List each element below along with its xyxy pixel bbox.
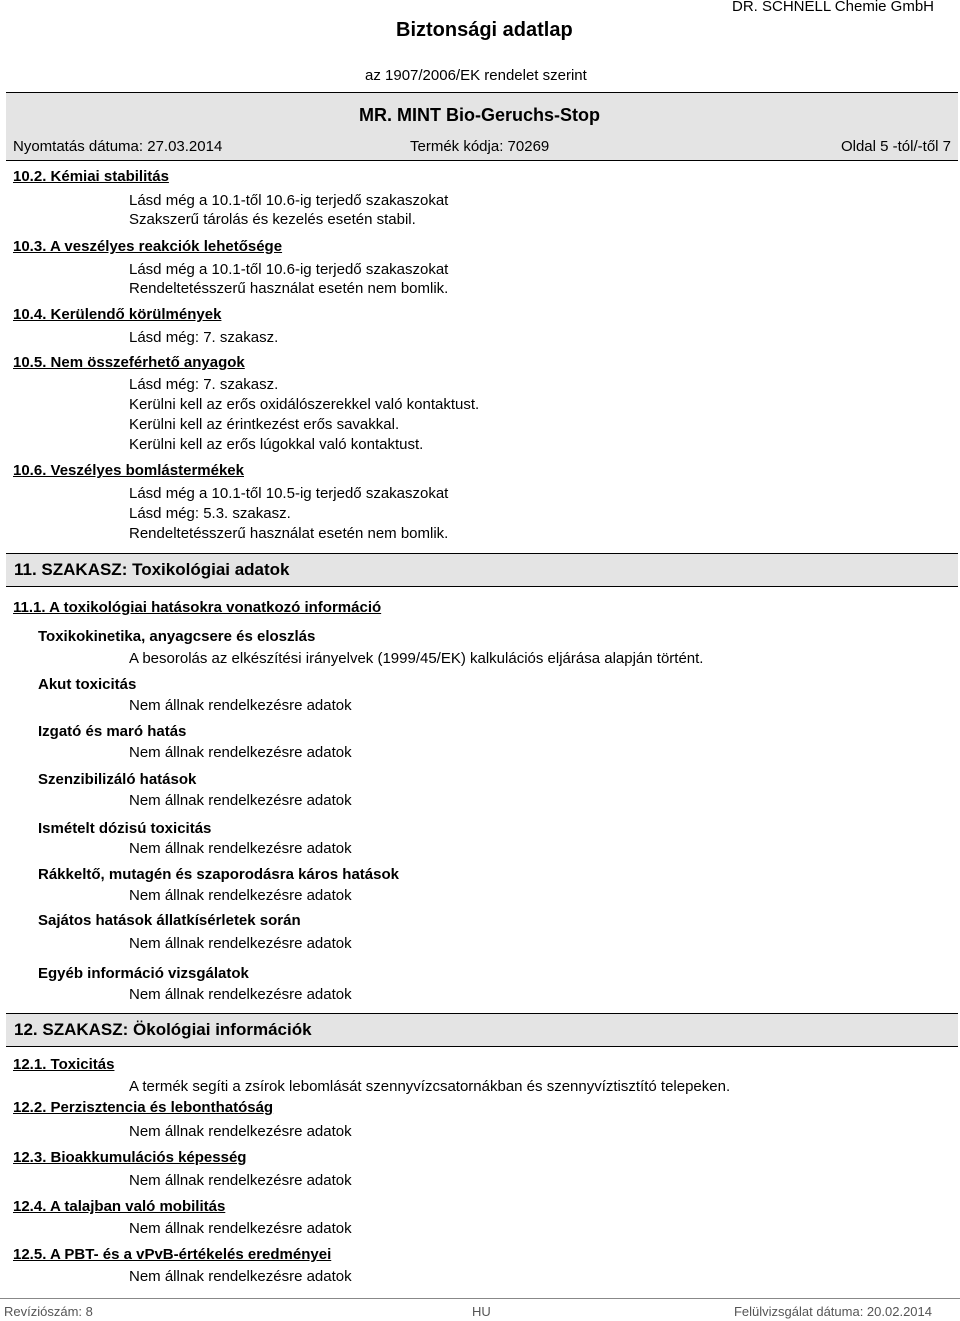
subsection-heading: 12.1. Toxicitás bbox=[13, 1056, 115, 1073]
body-text: Kerülni kell az érintkezést erős savakkal. bbox=[129, 416, 400, 433]
page-number: Oldal 5 -tól/-től 7 bbox=[840, 138, 951, 155]
band-top-rule bbox=[6, 92, 958, 93]
field-value: Nem állnak rendelkezésre adatok bbox=[129, 986, 352, 1003]
subsection-heading: 12.5. A PBT- és a vPvB-értékelés eredményei bbox=[13, 1246, 332, 1263]
subsection-heading: 12.4. A talajban való mobilitás bbox=[13, 1198, 226, 1215]
field-value: A besorolás az elkészítési irányelvek (1999/45/EK) kalkulációs eljárása alapján történt. bbox=[129, 650, 704, 667]
company-name: DR. SCHNELL Chemie GmbH bbox=[732, 0, 934, 15]
review-date: Felülvizsgálat dátuma: 20.02.2014 bbox=[733, 1304, 932, 1319]
field-value: Nem állnak rendelkezésre adatok bbox=[129, 935, 352, 952]
product-code: Termék kódja: 70269 bbox=[410, 138, 550, 155]
revision-number: Revíziószám: 8 bbox=[4, 1304, 93, 1319]
body-text: A termék segíti a zsírok lebomlását szennyvízcsatornákban és szennyvíztisztító telepeken. bbox=[129, 1078, 731, 1095]
field-value: Nem állnak rendelkezésre adatok bbox=[129, 840, 352, 857]
band-bottom-rule bbox=[6, 160, 958, 161]
body-text: Kerülni kell az erős oxidálószerekkel való kontaktust. bbox=[129, 396, 480, 413]
field-label: Rákkeltő, mutagén és szaporodásra káros hatások bbox=[38, 866, 399, 883]
field-label: Szenzibilizáló hatások bbox=[38, 771, 197, 788]
body-text: Lásd még a 10.1-től 10.6-ig terjedő szakaszokat bbox=[129, 192, 449, 209]
body-text: Lásd még a 10.1-től 10.5-ig terjedő szakaszokat bbox=[129, 485, 449, 502]
subsection-heading: 10.5. Nem összeférhető anyagok bbox=[13, 354, 245, 371]
body-text: Nem állnak rendelkezésre adatok bbox=[129, 1123, 352, 1140]
print-date: Nyomtatás dátuma: 27.03.2014 bbox=[13, 138, 223, 155]
body-text: Lásd még a 10.1-től 10.6-ig terjedő szakaszokat bbox=[129, 261, 449, 278]
field-value: Nem állnak rendelkezésre adatok bbox=[129, 887, 352, 904]
field-label: Egyéb információ vizsgálatok bbox=[38, 965, 249, 982]
subsection-heading: 10.4. Kerülendő körülmények bbox=[13, 306, 222, 323]
body-text: Lásd még: 7. szakasz. bbox=[129, 329, 279, 346]
body-text: Lásd még: 5.3. szakasz. bbox=[129, 505, 291, 522]
field-value: Nem állnak rendelkezésre adatok bbox=[129, 697, 352, 714]
field-label: Akut toxicitás bbox=[38, 676, 137, 693]
body-text: Kerülni kell az erős lúgokkal való kontaktust. bbox=[129, 436, 424, 453]
footer-rule bbox=[0, 1298, 960, 1299]
subsection-heading: 12.2. Perzisztencia és lebonthatóság bbox=[13, 1099, 274, 1116]
body-text: Nem állnak rendelkezésre adatok bbox=[129, 1268, 352, 1285]
section-title: 11. SZAKASZ: Toxikológiai adatok bbox=[14, 560, 290, 579]
body-text: Szakszerű tárolás és kezelés esetén stabil. bbox=[129, 211, 416, 228]
field-label: Toxikokinetika, anyagcsere és eloszlás bbox=[38, 628, 316, 645]
language-code: HU bbox=[472, 1304, 491, 1319]
section-12-banner bbox=[6, 1013, 958, 1047]
subsection-heading: 11.1. A toxikológiai hatásokra vonatkozó információ bbox=[13, 599, 382, 616]
subsection-heading: 10.2. Kémiai stabilitás bbox=[13, 168, 169, 185]
product-name: MR. MINT Bio-Geruchs-Stop bbox=[359, 105, 600, 125]
subsection-heading: 10.6. Veszélyes bomlástermékek bbox=[13, 462, 244, 479]
body-text: Nem állnak rendelkezésre adatok bbox=[129, 1172, 352, 1189]
field-label: Ismételt dózisú toxicitás bbox=[38, 820, 212, 837]
body-text: Rendeltetésszerű használat esetén nem bomlik. bbox=[129, 280, 449, 297]
body-text: Nem állnak rendelkezésre adatok bbox=[129, 1220, 352, 1237]
field-label: Izgató és maró hatás bbox=[38, 723, 187, 740]
field-value: Nem állnak rendelkezésre adatok bbox=[129, 744, 352, 761]
regulation-note: az 1907/2006/EK rendelet szerint bbox=[365, 67, 587, 84]
subsection-heading: 10.3. A veszélyes reakciók lehetősége bbox=[13, 238, 283, 255]
body-text: Rendeltetésszerű használat esetén nem bomlik. bbox=[129, 525, 449, 542]
section-11-banner bbox=[6, 553, 958, 587]
body-text: Lásd még: 7. szakasz. bbox=[129, 376, 279, 393]
subsection-heading: 12.3. Bioakkumulációs képesség bbox=[13, 1149, 247, 1166]
document-title: Biztonsági adatlap bbox=[396, 19, 573, 41]
field-label: Sajátos hatások állatkísérletek során bbox=[38, 912, 301, 929]
field-value: Nem állnak rendelkezésre adatok bbox=[129, 792, 352, 809]
section-title: 12. SZAKASZ: Ökológiai információk bbox=[14, 1020, 312, 1039]
